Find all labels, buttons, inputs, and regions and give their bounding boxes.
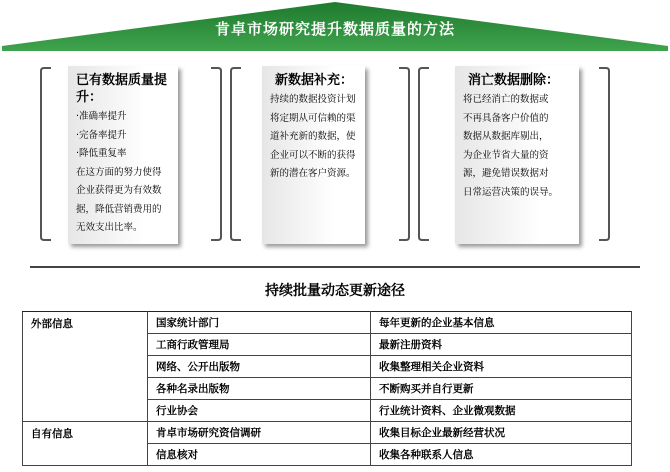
pillar [398,67,410,241]
source-cell: 网络、公开出版物 [148,356,371,378]
content-cell: 不断购买并自行更新 [371,378,632,400]
card-obsolete-data-removal [455,66,579,244]
source-cell: 肯卓市场研究资信调研 [148,422,371,444]
banner-title: 肯卓市场研究提升数据质量的方法 [214,20,455,38]
content-cell: 收集目标企业最新经营状况 [371,422,632,444]
card-existing-data-quality [68,66,178,244]
card-body: 将已经消亡的数据或 不再具备客户价值的 数据从数据库剔出， 为企业节省大量的资 源，避免错误数据对 日常运营决策的误导。 [463,94,559,198]
card-body: 持续的数据投资计划 将定期从可信赖的渠 道补充新的数据，使 企业可以不断的获得 新的潜在客户资源。 [270,94,356,179]
section-title: 持续批量动态更新途径 [265,283,405,299]
content-cell: 收集各种联系人信息 [371,444,632,466]
card-title: 已有数据质量提 升： [76,73,168,105]
source-cell: 行业协会 [148,400,371,422]
source-cell: 国家统计部门 [148,312,371,334]
source-cell: 工商行政管理局 [148,334,371,356]
pillar [230,67,242,241]
pillar [418,67,430,241]
source-cell: 各种名录出版物 [148,378,371,400]
foundation-line [30,266,640,268]
content-cell: 每年更新的企业基本信息 [371,312,632,334]
pillar-right [598,67,610,241]
source-cell: 信息核对 [148,444,371,466]
card-body: ·准确率提升 ·完备率提升 ·降低重复率 在这方面的努力使得 企业获得更为有效数 据，降低营销费用的 无效支出比率。 [76,111,162,233]
pillar [210,67,222,241]
group-cell: 自有信息 [23,422,148,466]
table-row [23,312,632,334]
content-cell: 最新注册资料 [371,334,632,356]
content-cell: 收集整理相关企业资料 [371,356,632,378]
card-title: 新数据补充： [275,73,354,88]
group-cell: 外部信息 [23,312,148,422]
card-new-data-supplement [262,66,365,244]
card-title: 消亡数据删除： [468,73,560,88]
table-row [23,422,632,444]
update-channels-table [22,311,632,466]
content-cell: 行业统计资料、企业微观数据 [371,400,632,422]
pillar-left [40,67,52,241]
